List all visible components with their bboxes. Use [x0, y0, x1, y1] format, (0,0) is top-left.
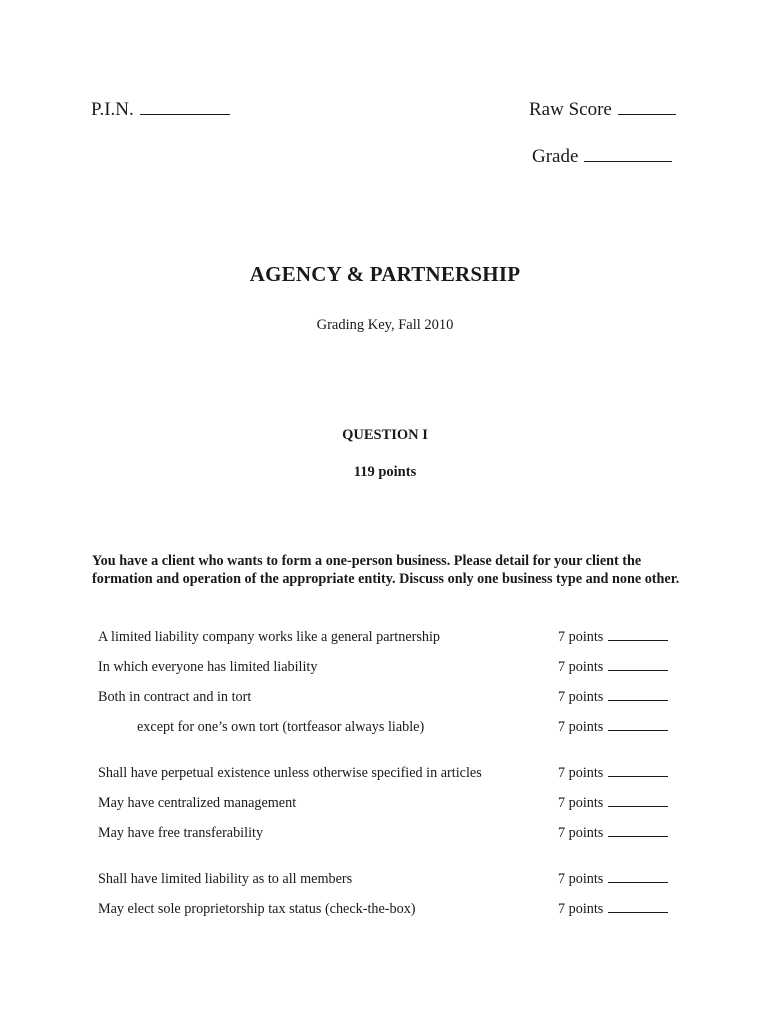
points-blank-line[interactable] — [608, 835, 668, 837]
grading-row-points — [558, 659, 668, 676]
points-label: 7 points — [558, 689, 604, 705]
points-blank-line[interactable] — [608, 805, 668, 807]
grading-row-points — [558, 901, 668, 918]
grading-row-text: May have free transferability — [98, 825, 264, 841]
grading-row-points — [558, 825, 668, 842]
raw-score-field — [529, 99, 676, 121]
points-label: 7 points — [558, 719, 604, 735]
points-blank-line[interactable] — [608, 699, 668, 701]
grade-blank-line[interactable] — [584, 160, 672, 162]
points-label: 7 points — [558, 629, 604, 645]
points-blank-line[interactable] — [608, 669, 668, 671]
points-label: 7 points — [558, 901, 604, 917]
grading-row-points — [558, 689, 668, 706]
points-label: 7 points — [558, 795, 604, 811]
points-label: 7 points — [558, 659, 604, 675]
grading-row-text: Both in contract and in tort — [98, 689, 252, 705]
grade-field — [532, 146, 672, 168]
question-points: 119 points — [353, 464, 417, 480]
points-blank-line[interactable] — [608, 639, 668, 641]
points-blank-line[interactable] — [608, 729, 668, 731]
question-label: QUESTION I — [342, 427, 428, 443]
grading-row-text: A limited liability company works like a general partnership — [98, 629, 440, 645]
document-title: AGENCY & PARTNERSHIP — [249, 262, 521, 286]
grading-row-text: May elect sole proprietorship tax status (check-the-box) — [98, 901, 416, 917]
grading-row-text: In which everyone has limited liability — [98, 659, 318, 675]
raw-score-blank-line[interactable] — [618, 113, 676, 115]
points-label: 7 points — [558, 825, 604, 841]
grade-label: Grade — [532, 146, 579, 167]
grading-row-points — [558, 719, 668, 736]
grading-row-points — [558, 765, 668, 782]
points-label: 7 points — [558, 765, 604, 781]
raw-score-label: Raw Score — [529, 99, 612, 120]
grading-row-points — [558, 871, 668, 888]
pin-label: P.I.N. — [91, 99, 134, 120]
grading-row-text-indented: except for one’s own tort (tortfeasor always liable) — [137, 719, 425, 735]
pin-blank-line[interactable] — [140, 113, 230, 115]
document-subtitle: Grading Key, Fall 2010 — [316, 317, 454, 333]
pin-field — [91, 99, 230, 121]
points-label: 7 points — [558, 871, 604, 887]
grading-row-text: May have centralized management — [98, 795, 297, 811]
points-blank-line[interactable] — [608, 881, 668, 883]
question-prompt: You have a client who wants to form a one-person business. Please detail for your client the formation and operation of the appropriate entity. Discuss only one business type and none other. — [92, 553, 680, 587]
points-blank-line[interactable] — [608, 775, 668, 777]
grading-row-points — [558, 629, 668, 646]
grading-row-text: Shall have perpetual existence unless otherwise specified in articles — [98, 765, 482, 781]
grading-row-text: Shall have limited liability as to all members — [98, 871, 353, 887]
grading-row-points — [558, 795, 668, 812]
points-blank-line[interactable] — [608, 911, 668, 913]
